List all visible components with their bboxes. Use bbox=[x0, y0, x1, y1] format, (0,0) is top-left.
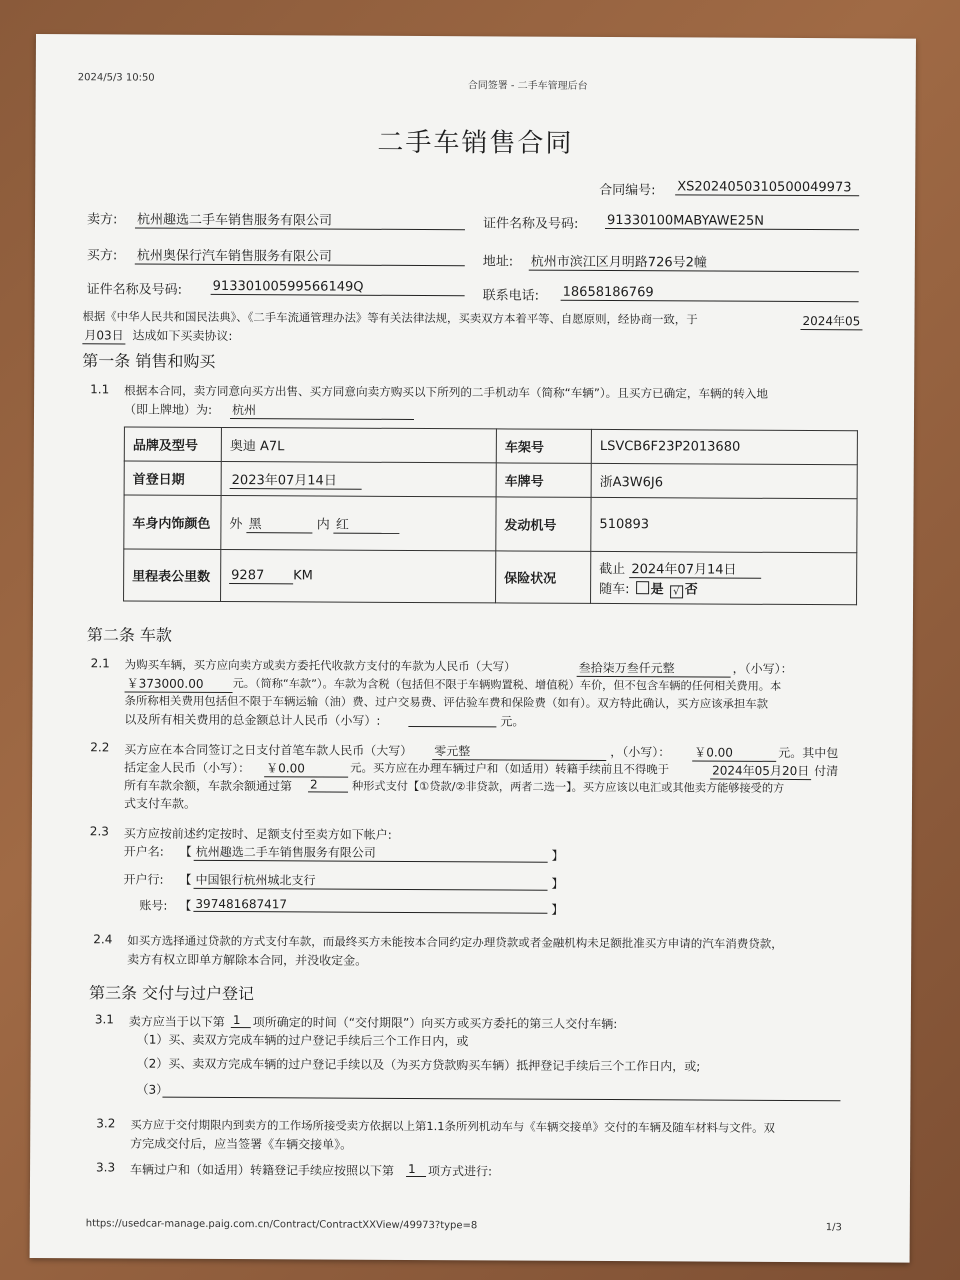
account-bank-label: 开户行: bbox=[123, 872, 164, 887]
buyer-phone: 18658186769 bbox=[561, 285, 859, 303]
clause-2-2-i: 式支付车款。 bbox=[123, 796, 197, 811]
clause-3-1-b: 项所确定的时间（“交付期限”）向买方或买方委托的第三人交付车辆: bbox=[252, 1015, 618, 1032]
delivery-item: 1 bbox=[231, 1013, 251, 1028]
buyer-label: 买方: bbox=[86, 248, 118, 264]
clause-2-1-b: ，（小写）： bbox=[732, 661, 793, 676]
clause-3-1-opt3: （3） bbox=[136, 1082, 169, 1097]
clause-2-2-h: 种形式支付【①贷款/②非贷款，两者二选一】。买方应该以电汇或其他卖方能够接受的方 bbox=[352, 779, 785, 795]
clause-2-2-e: 元。买方应在办理车辆过户和（如适用）转籍手续前且不得晚于 bbox=[350, 760, 670, 777]
account-bank-close: 】 bbox=[551, 876, 564, 891]
buyer-name: 杭州奥保行汽车销售服务有限公司 bbox=[135, 245, 465, 267]
contract-no: XS2024050310500049973 bbox=[675, 179, 859, 196]
seller-label: 卖方: bbox=[86, 212, 118, 228]
option3-blank bbox=[162, 1097, 840, 1102]
vehicle-table bbox=[123, 426, 858, 605]
buyer-phone-label: 联系电话: bbox=[482, 288, 540, 304]
clause-2-2-f: 付清 bbox=[814, 764, 839, 779]
reg-date-label: 首登日期 bbox=[124, 461, 221, 496]
clause-3-3-b: 项方式进行: bbox=[428, 1164, 493, 1179]
table-row bbox=[124, 495, 857, 553]
seller-id-label: 证件名称及号码: bbox=[482, 216, 579, 232]
seller-id: 91330100MABYAWE25N bbox=[605, 213, 859, 230]
deposit-amount: ￥0.00 bbox=[264, 759, 348, 777]
reg-date-cell bbox=[221, 461, 496, 496]
contract-no-label: 合同编号: bbox=[599, 182, 656, 199]
seller-name: 杭州趣选二手车销售服务有限公司 bbox=[135, 209, 465, 231]
int-color-label: 内 bbox=[316, 516, 330, 533]
brand-value: 奥迪 A7L bbox=[221, 427, 496, 462]
first-payment-upper: 零元整 bbox=[432, 742, 606, 761]
clause-2-2-a: 买方应在本合同签订之日支付首笔车款人民币（大写） bbox=[124, 742, 413, 758]
clause-1-1-num: 1.1 bbox=[90, 382, 110, 397]
engine-label: 发动机号 bbox=[496, 497, 591, 551]
clause-3-1-opt1: （1）买、卖双方完成车辆的过户登记手续后三个工作日内，或 bbox=[136, 1032, 469, 1049]
account-no-open: 【 bbox=[179, 898, 192, 913]
print-page-number: 1/3 bbox=[825, 1222, 842, 1234]
account-no: 397481687417 bbox=[193, 897, 547, 914]
account-bank: 中国银行杭州城北支行 bbox=[194, 871, 548, 891]
mileage-cell bbox=[221, 549, 496, 602]
account-name-close: 】 bbox=[551, 848, 564, 863]
preamble-end: 达成如下买卖协议: bbox=[132, 328, 233, 344]
clause-1-1-text: 根据本合同，卖方同意向买方出售、买方同意向卖方购买以下所列的二手机动车（简称“车辆”）。且买方已确定，车辆的转入地 bbox=[124, 383, 769, 401]
clause-2-3-a: 买方应按前述约定按时、足额支付至卖方如下帐户: bbox=[123, 826, 392, 842]
checkbox-no[interactable]: √ bbox=[670, 585, 683, 598]
clause-2-4-a: 如买方选择通过贷款的方式支付车款，而最终买方未能按本合同约定办理贷款或者金融机构未足额批准买方申请的汽车消费贷款， bbox=[127, 933, 783, 951]
vin-label: 车架号 bbox=[496, 429, 591, 463]
buyer-addr-label: 地址: bbox=[482, 254, 514, 270]
clause-3-3-num: 3.3 bbox=[96, 1160, 116, 1175]
clause-2-1-d: 条所称相关费用包括但不限于车辆运输（油）费、过户交易费、评估验车费和保险费（如有）。双方特此确认，买方应该承担车款 bbox=[124, 693, 769, 711]
price-upper: 叁拾柒万叁仟元整 bbox=[577, 659, 731, 678]
table-row bbox=[124, 549, 857, 605]
clause-2-2-g: 所有车款余额，车款余额通过第 bbox=[124, 778, 293, 794]
mileage-label: 里程表公里数 bbox=[124, 549, 221, 602]
print-url: https://usedcar-manage.paig.com.cn/Contract/ContractXXView/49973?type=8 bbox=[85, 1218, 478, 1232]
clause-3-2-b: 方完成交付后，应当签署《车辆交接单》。 bbox=[130, 1136, 353, 1152]
clause-3-2-num: 3.2 bbox=[96, 1116, 116, 1131]
clause-2-1-c: 元。（简称“车款”）。车款为含税（包括但不限于车辆购置税、增值税）车价，但不包含车辆的任何相关费用。本 bbox=[232, 677, 782, 693]
brand-label: 品牌及型号 bbox=[124, 427, 221, 462]
table-row bbox=[124, 461, 857, 499]
print-datetime: 2024/5/3 10:50 bbox=[77, 72, 155, 84]
clause-3-1-opt2: （2）买、卖双方完成车辆的过户登记手续以及（为买方贷款购买车辆）抵押登记手续后三个工作日内，或; bbox=[136, 1056, 701, 1074]
plate-value: 浙A3W6J6 bbox=[591, 463, 857, 498]
no-label: 否 bbox=[684, 581, 698, 597]
insurance-cell bbox=[591, 551, 857, 604]
checkbox-yes[interactable] bbox=[636, 581, 649, 594]
account-no-close: 】 bbox=[551, 902, 564, 917]
insurance-until-label: 截止 bbox=[599, 561, 626, 577]
reg-date-value: 2023年07月14日 bbox=[230, 469, 362, 490]
insurance-with-label: 随车: bbox=[599, 581, 630, 597]
price-lower: ￥373000.00 bbox=[125, 674, 233, 693]
balance-deadline: 2024年05月20日 bbox=[710, 762, 811, 781]
preamble-date-b: 月03日 bbox=[82, 326, 125, 344]
plate-label: 车牌号 bbox=[496, 463, 591, 497]
transfer-city: 杭州 bbox=[230, 401, 414, 420]
insurance-with-row bbox=[599, 577, 848, 598]
article1-heading: 第一条 销售和购买 bbox=[82, 351, 216, 371]
preamble-text: 根据《中华人民共和国民法典》、《二手车流通管理办法》等有关法律法规，买卖双方本着平等、自愿原则，经协商一致，于 bbox=[82, 309, 698, 327]
transfer-item: 1 bbox=[406, 1162, 426, 1177]
clause-3-3-a: 车辆过户和（如适用）转籍登记手续应按照以下第 bbox=[130, 1162, 395, 1178]
clause-2-3-num: 2.3 bbox=[89, 824, 109, 839]
account-name: 杭州趣选二手车销售服务有限公司 bbox=[194, 843, 548, 863]
mileage-unit: KM bbox=[293, 567, 313, 583]
account-no-label: 账号: bbox=[139, 898, 168, 913]
insurance-until-value: 2024年07月14日 bbox=[629, 558, 761, 579]
clause-1-1-text-b: （即上牌地）为: bbox=[123, 402, 213, 417]
clause-2-1-f: 元。 bbox=[500, 714, 525, 729]
clause-2-1-e: 以及所有相关费用的总金额总计人民币（小写）: bbox=[124, 712, 381, 728]
total-amount-blank bbox=[408, 726, 496, 727]
first-payment-lower: ￥0.00 bbox=[692, 743, 776, 761]
color-label: 车身内饰颜色 bbox=[124, 495, 221, 550]
engine-value: 510893 bbox=[591, 497, 857, 552]
article2-heading: 第二条 车款 bbox=[86, 625, 172, 645]
clause-3-2-a: 买方应于交付期限内到卖方的工作场所接受卖方依据以上第1.1条所列机动车与《车辆交接单》交付的车辆及随车材料与文件。双 bbox=[130, 1117, 775, 1135]
print-page-title: 合同签署 - 二手车管理后台 bbox=[467, 80, 588, 92]
int-color-value: 红 bbox=[334, 513, 400, 533]
clause-2-2-b: ，（小写）： bbox=[610, 745, 671, 760]
payment-way: 2 bbox=[308, 777, 348, 792]
buyer-addr: 杭州市滨江区月明路726号2幢 bbox=[529, 251, 859, 273]
vin-value: LSVCB6F23P2013680 bbox=[591, 429, 857, 464]
yes-label: 是 bbox=[650, 581, 664, 597]
account-name-label: 开户名: bbox=[123, 844, 164, 859]
ext-color-value: 黑 bbox=[247, 513, 313, 533]
account-name-open: 【 bbox=[179, 844, 192, 859]
color-cell bbox=[221, 495, 496, 550]
clause-3-1-num: 3.1 bbox=[94, 1012, 114, 1027]
clause-2-1-num: 2.1 bbox=[90, 656, 110, 671]
clause-2-4-b: 卖方有权立即单方解除本合同，并没收定金。 bbox=[127, 952, 368, 968]
buyer-id-label: 证件名称及号码: bbox=[86, 282, 183, 298]
clause-2-2-c: 元。其中包 bbox=[778, 745, 839, 761]
contract-paper bbox=[30, 34, 916, 1263]
insurance-until-row bbox=[599, 557, 848, 578]
contract-title: 二手车销售合同 bbox=[377, 127, 574, 159]
ext-color-label: 外 bbox=[229, 516, 243, 532]
mileage-value: 9287 bbox=[229, 568, 293, 584]
clause-2-4-num: 2.4 bbox=[93, 932, 113, 947]
clause-3-1-a: 卖方应当于以下第 bbox=[128, 1014, 225, 1030]
clause-2-2-d: 括定金人民币（小写）： bbox=[124, 760, 251, 776]
clause-2-1-a: 为购买车辆，买方应向卖方或卖方委托代收款方支付的车款为人民币（大写） bbox=[124, 657, 516, 674]
buyer-id: 91330100599566149Q bbox=[211, 279, 465, 296]
table-row bbox=[124, 427, 857, 465]
clause-2-2-num: 2.2 bbox=[90, 740, 110, 755]
preamble-date-a: 2024年05 bbox=[800, 312, 862, 330]
account-bank-open: 【 bbox=[179, 872, 192, 887]
article3-heading: 第三条 交付与过户登记 bbox=[88, 983, 255, 1004]
insurance-label: 保险状况 bbox=[496, 551, 591, 603]
